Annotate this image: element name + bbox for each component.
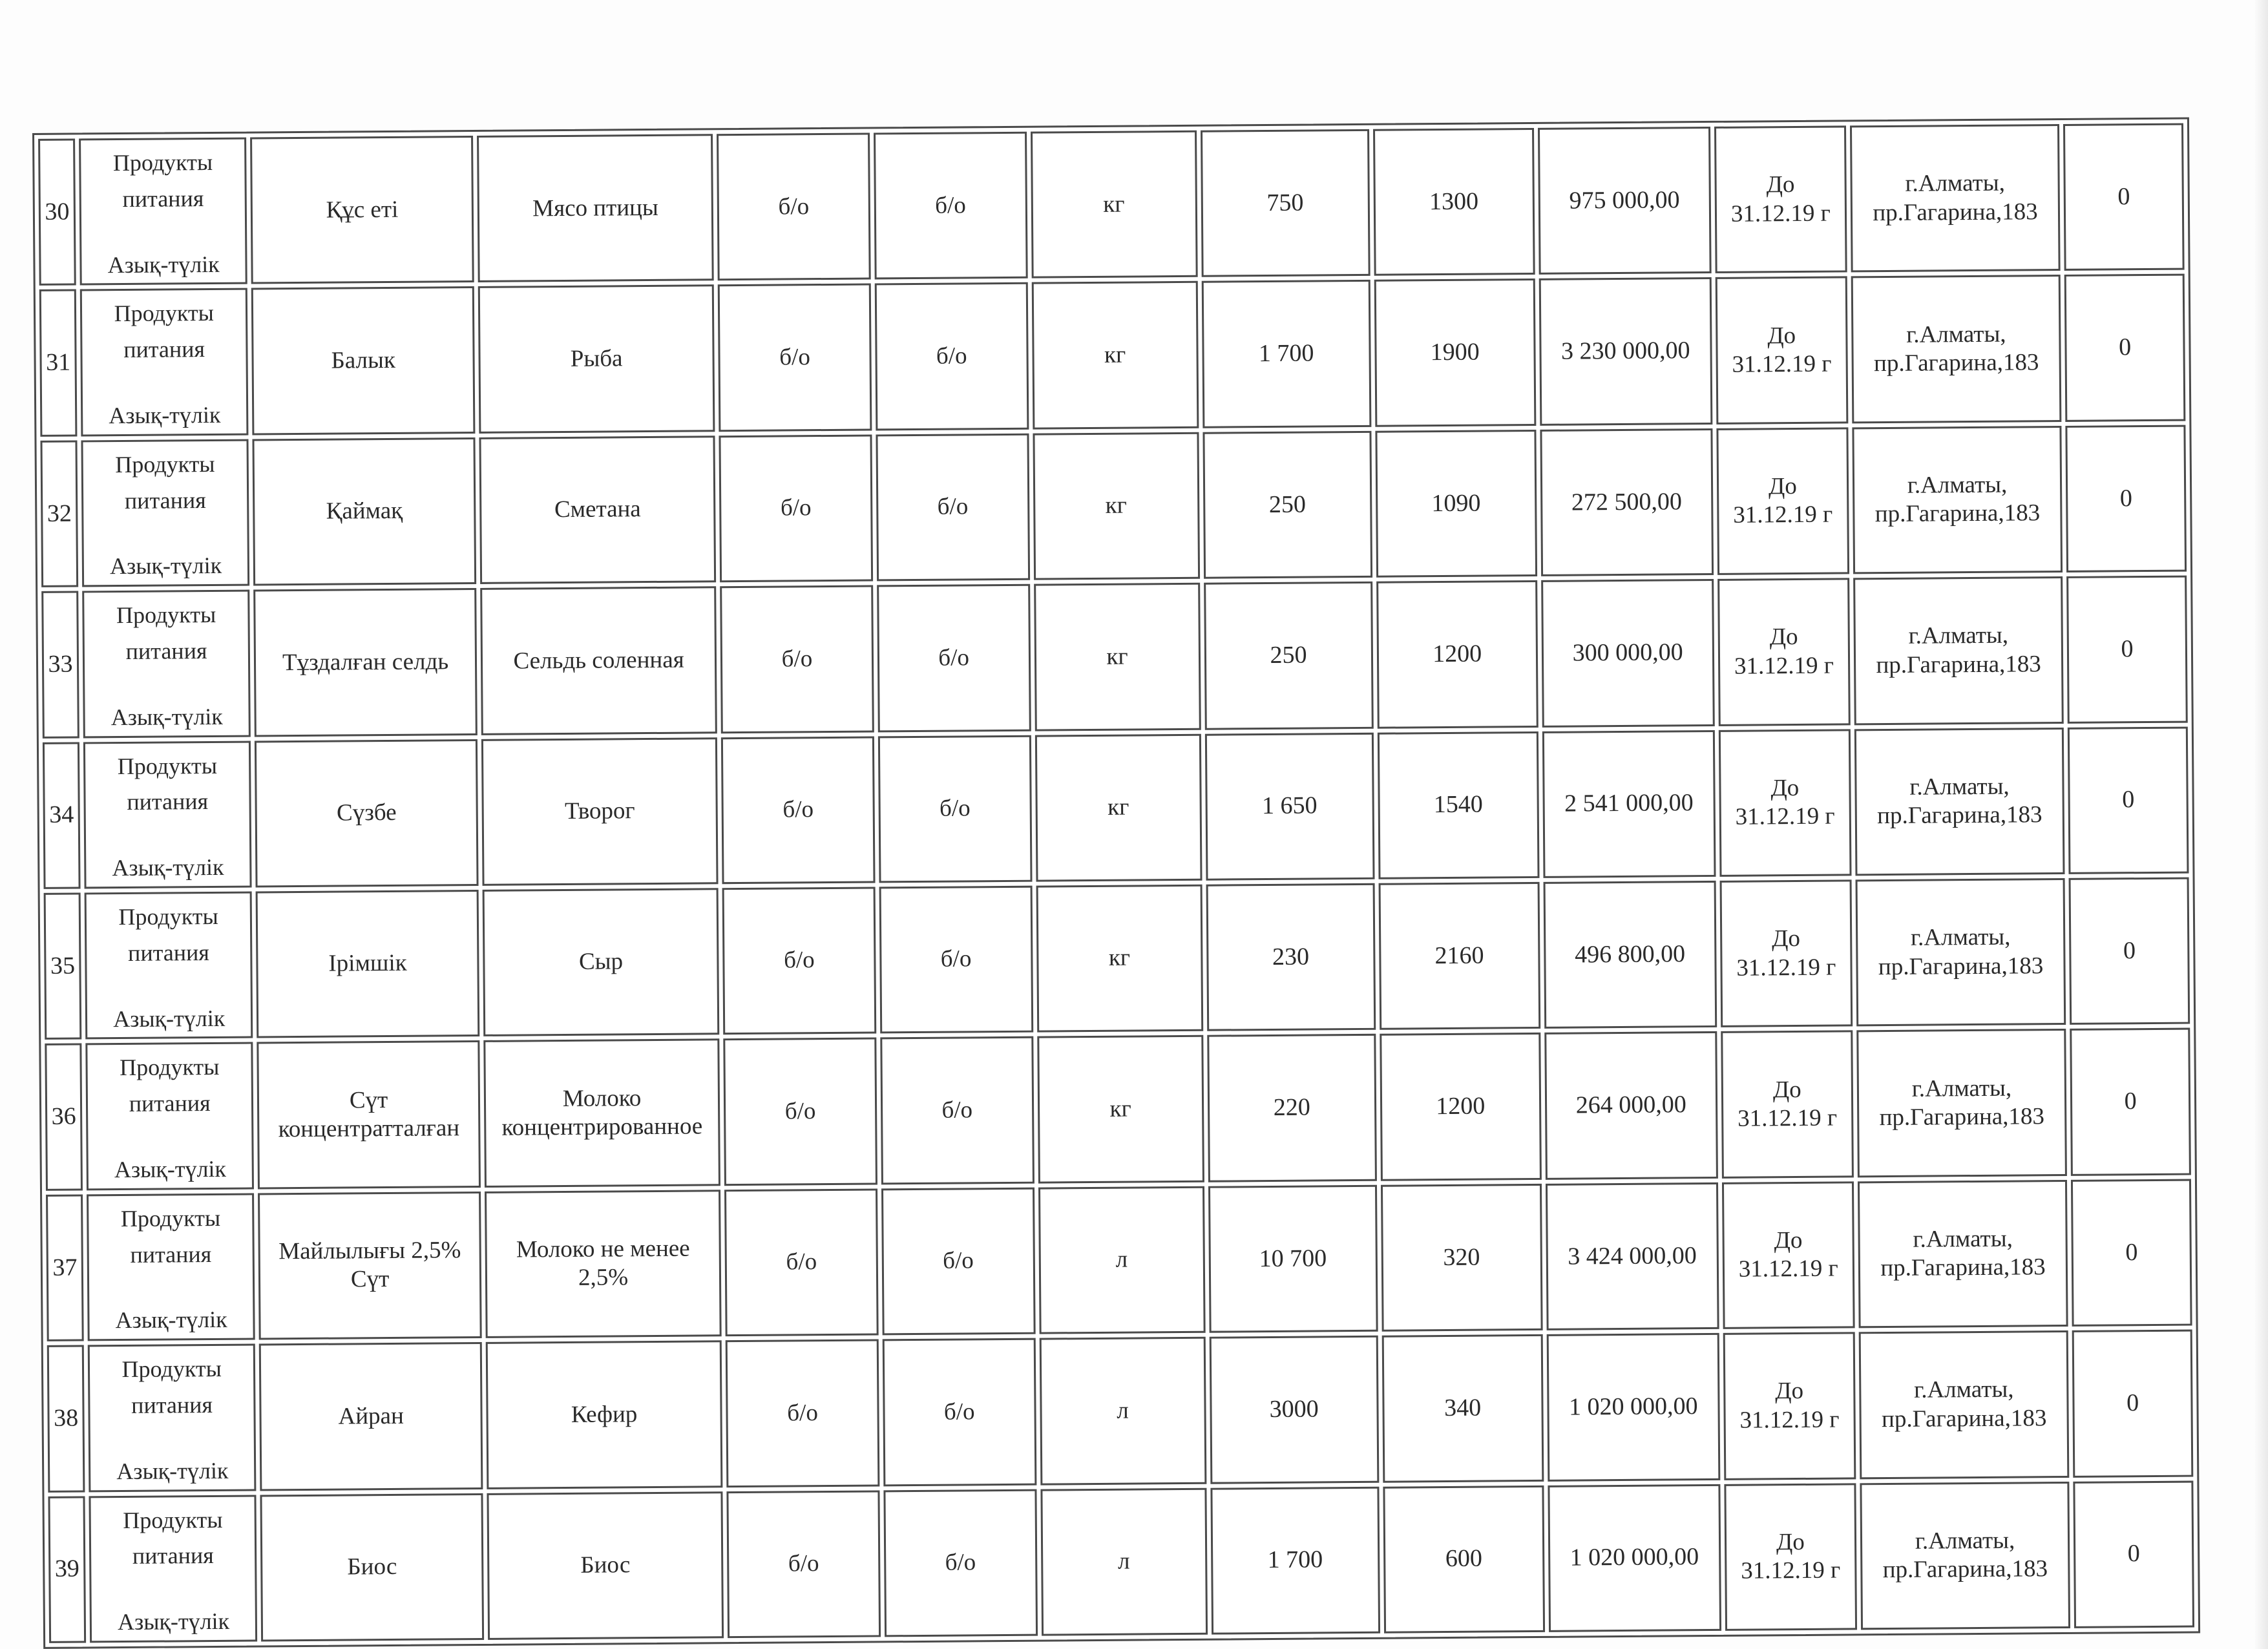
name-kz-cell: Айран bbox=[259, 1342, 483, 1491]
date-line-2: 31.12.19 г bbox=[1730, 200, 1831, 227]
name-ru-cell: Биос bbox=[487, 1491, 724, 1640]
price-cell: 1090 bbox=[1375, 430, 1537, 578]
price-cell: 1900 bbox=[1374, 278, 1536, 426]
row-number-cell: 31 bbox=[39, 289, 78, 437]
category-line-1: Продукты bbox=[112, 149, 213, 176]
row-number-cell: 38 bbox=[47, 1345, 85, 1493]
category-line-1: Продукты bbox=[114, 300, 214, 327]
price-cell: 1200 bbox=[1380, 1033, 1542, 1181]
sum-cell: 272 500,00 bbox=[1540, 428, 1714, 576]
advance-cell: 0 bbox=[2072, 1330, 2193, 1478]
name-ru-cell: Сельдь соленная bbox=[480, 586, 717, 735]
brand-cell: б/о bbox=[724, 1188, 878, 1336]
category-line-1: Продукты bbox=[117, 752, 218, 779]
brand-cell: б/о bbox=[719, 434, 873, 582]
unit-cell: кг bbox=[1034, 583, 1201, 731]
category-line-1: Продукты bbox=[121, 1356, 222, 1383]
price-cell: 1540 bbox=[1378, 731, 1540, 879]
category-line-3: Азық-түлік bbox=[116, 1457, 229, 1484]
unit-cell: кг bbox=[1031, 131, 1198, 278]
date-line-2: 31.12.19 г bbox=[1739, 1406, 1840, 1434]
category-line-3: Азық-түлік bbox=[107, 251, 220, 278]
model-cell: б/о bbox=[879, 886, 1033, 1034]
model-cell: б/о bbox=[876, 433, 1029, 581]
table-body bbox=[38, 123, 2194, 1643]
table-row bbox=[47, 1330, 2194, 1493]
date-line-2: 31.12.19 г bbox=[1741, 1557, 1841, 1584]
table-row bbox=[46, 1179, 2192, 1341]
name-ru-cell: Сыр bbox=[483, 888, 720, 1036]
advance-cell: 0 bbox=[2063, 123, 2184, 271]
address-line-1: г.Алматы, bbox=[1915, 1527, 2015, 1555]
address-cell bbox=[1860, 1481, 2070, 1630]
table-row bbox=[44, 877, 2190, 1040]
model-cell: б/о bbox=[878, 735, 1032, 883]
category-line-3: Азық-түлік bbox=[109, 401, 221, 429]
unit-cell: кг bbox=[1031, 281, 1199, 429]
category-line-3: Азық-түлік bbox=[114, 1155, 227, 1183]
unit-cell: кг bbox=[1036, 885, 1203, 1033]
category-cell bbox=[85, 891, 253, 1039]
brand-cell: б/о bbox=[723, 1038, 877, 1186]
unit-cell: л bbox=[1038, 1186, 1206, 1334]
category-line-3: Азық-түлік bbox=[117, 1608, 230, 1635]
date-cell bbox=[1721, 1031, 1854, 1179]
category-line-3: Азық-түлік bbox=[115, 1307, 227, 1334]
address-line-2: пр.Гагарина,183 bbox=[1877, 801, 2042, 830]
table-row bbox=[48, 1480, 2194, 1643]
date-line-2: 31.12.19 г bbox=[1732, 350, 1832, 378]
unit-cell: кг bbox=[1033, 432, 1200, 580]
address-cell bbox=[1859, 1330, 2070, 1479]
name-kz-cell: Сүт концентратталған bbox=[257, 1040, 481, 1189]
category-line-3: Азық-түлік bbox=[113, 1005, 226, 1032]
address-line-1: г.Алматы, bbox=[1910, 923, 2011, 951]
category-line-2: питания bbox=[124, 487, 206, 514]
date-line-1: До bbox=[1766, 171, 1795, 198]
brand-cell: б/о bbox=[718, 284, 872, 432]
quantity-cell: 250 bbox=[1202, 431, 1372, 579]
date-line-1: До bbox=[1772, 925, 1801, 952]
date-line-2: 31.12.19 г bbox=[1737, 1104, 1838, 1132]
category-line-2: питания bbox=[127, 939, 210, 966]
address-line-2: пр.Гагарина,183 bbox=[1882, 1555, 2048, 1584]
table-row bbox=[39, 274, 2186, 437]
category-cell bbox=[88, 1344, 257, 1492]
category-cell bbox=[87, 1193, 255, 1341]
name-kz-cell: Қаймақ bbox=[253, 437, 476, 586]
sum-cell: 264 000,00 bbox=[1544, 1031, 1718, 1179]
date-cell bbox=[1722, 1181, 1855, 1329]
category-line-3: Азық-түлік bbox=[110, 703, 223, 730]
category-cell bbox=[80, 288, 249, 436]
address-cell bbox=[1855, 878, 2066, 1027]
address-line-2: пр.Гагарина,183 bbox=[1876, 651, 2041, 678]
quantity-cell: 250 bbox=[1204, 582, 1374, 730]
category-line-1: Продукты bbox=[123, 1506, 223, 1533]
address-line-1: г.Алматы, bbox=[1905, 169, 2006, 198]
brand-cell: б/о bbox=[722, 887, 876, 1035]
address-cell bbox=[1853, 576, 2064, 725]
sum-cell: 2 541 000,00 bbox=[1542, 730, 1716, 878]
name-kz-cell: Балык bbox=[251, 286, 475, 435]
category-line-2: питания bbox=[127, 788, 209, 815]
quantity-cell: 1 650 bbox=[1204, 732, 1374, 880]
date-cell bbox=[1714, 125, 1847, 273]
category-line-1: Продукты bbox=[118, 903, 218, 930]
table-row bbox=[38, 123, 2185, 286]
brand-cell: б/о bbox=[720, 585, 874, 733]
sum-cell: 496 800,00 bbox=[1543, 881, 1717, 1029]
row-number-cell: 34 bbox=[43, 742, 81, 889]
address-line-1: г.Алматы, bbox=[1906, 320, 2006, 348]
address-line-1: г.Алматы, bbox=[1909, 773, 2010, 801]
row-number-cell: 36 bbox=[45, 1044, 83, 1191]
category-line-2: питания bbox=[129, 1090, 211, 1117]
date-line-2: 31.12.19 г bbox=[1734, 652, 1834, 680]
address-line-1: г.Алматы, bbox=[1914, 1376, 2014, 1404]
date-cell bbox=[1719, 879, 1853, 1027]
model-cell: б/о bbox=[883, 1338, 1036, 1486]
category-line-3: Азық-түлік bbox=[109, 552, 222, 580]
name-ru-cell: Молоко концентрированное bbox=[483, 1039, 720, 1188]
table-row bbox=[43, 726, 2189, 889]
category-cell bbox=[82, 590, 251, 738]
name-kz-cell: Тұздалған селдь bbox=[253, 588, 477, 737]
model-cell: б/о bbox=[883, 1489, 1037, 1637]
address-cell bbox=[1856, 1029, 2067, 1177]
name-kz-cell: Ірімшік bbox=[256, 890, 479, 1038]
advance-cell: 0 bbox=[2064, 274, 2185, 422]
date-line-1: До bbox=[1774, 1226, 1803, 1254]
sum-cell: 300 000,00 bbox=[1541, 579, 1715, 727]
address-line-2: пр.Гагарина,183 bbox=[1873, 198, 2038, 226]
quantity-cell: 220 bbox=[1207, 1034, 1377, 1182]
name-ru-cell: Кефир bbox=[486, 1340, 723, 1489]
brand-cell: б/о bbox=[726, 1339, 879, 1487]
name-kz-cell: Биос bbox=[260, 1493, 484, 1641]
quantity-cell: 750 bbox=[1201, 129, 1370, 277]
category-line-3: Азық-түлік bbox=[112, 854, 224, 881]
category-line-2: питания bbox=[131, 1391, 213, 1418]
address-line-1: г.Алматы, bbox=[1907, 471, 2008, 499]
row-number-cell: 37 bbox=[46, 1194, 84, 1341]
name-kz-cell: Сүзбе bbox=[255, 739, 478, 888]
row-number-cell: 32 bbox=[40, 440, 78, 587]
address-cell bbox=[1851, 275, 2062, 423]
address-line-2: пр.Гагарина,183 bbox=[1878, 952, 2044, 980]
date-line-1: До bbox=[1776, 1528, 1805, 1556]
address-line-2: пр.Гагарина,183 bbox=[1874, 499, 2041, 528]
address-line-2: пр.Гагарина,183 bbox=[1880, 1254, 2046, 1282]
address-cell bbox=[1850, 124, 2061, 273]
category-cell bbox=[79, 138, 247, 286]
date-line-1: До bbox=[1769, 624, 1798, 651]
address-line-2: пр.Гагарина,183 bbox=[1879, 1103, 2045, 1131]
procurement-table bbox=[32, 118, 2200, 1649]
category-line-2: питания bbox=[132, 1542, 214, 1570]
address-cell bbox=[1854, 728, 2065, 876]
quantity-cell: 1 700 bbox=[1201, 280, 1371, 428]
date-line-1: До bbox=[1770, 774, 1800, 802]
address-line-1: г.Алматы, bbox=[1911, 1075, 2012, 1102]
date-line-1: До bbox=[1767, 322, 1796, 350]
unit-cell: кг bbox=[1034, 733, 1202, 881]
date-cell bbox=[1717, 578, 1851, 726]
sum-cell: 1 020 000,00 bbox=[1548, 1484, 1721, 1632]
date-cell bbox=[1724, 1483, 1857, 1631]
row-number-cell: 39 bbox=[48, 1496, 86, 1643]
sum-cell: 3 424 000,00 bbox=[1546, 1182, 1719, 1330]
name-ru-cell: Рыба bbox=[478, 285, 715, 434]
advance-cell: 0 bbox=[2074, 1480, 2194, 1628]
quantity-cell: 1 700 bbox=[1210, 1486, 1380, 1634]
category-line-1: Продукты bbox=[120, 1204, 221, 1232]
name-ru-cell: Сметана bbox=[479, 436, 716, 584]
row-number-cell: 35 bbox=[44, 892, 82, 1040]
model-cell: б/о bbox=[880, 1036, 1034, 1184]
table-row bbox=[41, 576, 2188, 739]
category-cell bbox=[85, 1042, 254, 1190]
name-kz-cell: Құс еті bbox=[250, 136, 474, 284]
category-line-2: питания bbox=[130, 1241, 212, 1268]
name-kz-cell: Майлылығы 2,5% Сүт bbox=[258, 1192, 481, 1340]
price-cell: 320 bbox=[1381, 1184, 1543, 1332]
advance-cell: 0 bbox=[2069, 877, 2190, 1025]
advance-cell: 0 bbox=[2068, 726, 2189, 874]
unit-cell: л bbox=[1040, 1487, 1208, 1635]
brand-cell: б/о bbox=[727, 1490, 881, 1638]
address-line-1: г.Алматы, bbox=[1908, 622, 2009, 650]
price-cell: 1300 bbox=[1373, 128, 1535, 276]
brand-cell: б/о bbox=[717, 133, 870, 281]
sum-cell: 3 230 000,00 bbox=[1538, 277, 1712, 425]
price-cell: 340 bbox=[1381, 1334, 1544, 1482]
category-line-1: Продукты bbox=[116, 602, 216, 629]
name-ru-cell: Молоко не менее 2,5% bbox=[485, 1190, 722, 1338]
address-line-1: г.Алматы, bbox=[1913, 1225, 2013, 1253]
address-cell bbox=[1852, 426, 2063, 574]
category-line-1: Продукты bbox=[115, 450, 215, 478]
advance-cell: 0 bbox=[2066, 576, 2187, 724]
unit-cell: л bbox=[1039, 1337, 1206, 1485]
category-cell bbox=[89, 1495, 258, 1643]
advance-cell: 0 bbox=[2066, 425, 2187, 572]
category-line-2: питания bbox=[123, 336, 205, 363]
name-ru-cell: Мясо птицы bbox=[477, 134, 714, 282]
date-line-2: 31.12.19 г bbox=[1738, 1255, 1838, 1283]
address-cell bbox=[1858, 1180, 2068, 1329]
row-number-cell: 33 bbox=[41, 591, 79, 739]
price-cell: 1200 bbox=[1376, 580, 1538, 728]
table-row bbox=[45, 1028, 2191, 1191]
address-line-2: пр.Гагарина,183 bbox=[1873, 349, 2039, 377]
category-line-1: Продукты bbox=[120, 1054, 220, 1081]
quantity-cell: 230 bbox=[1206, 883, 1376, 1031]
advance-cell: 0 bbox=[2071, 1179, 2192, 1327]
category-cell bbox=[83, 740, 252, 888]
category-line-2: питания bbox=[122, 185, 204, 212]
sum-cell: 1 020 000,00 bbox=[1546, 1333, 1720, 1481]
category-cell bbox=[81, 439, 250, 587]
unit-cell: кг bbox=[1037, 1035, 1204, 1183]
date-line-2: 31.12.19 г bbox=[1733, 501, 1833, 529]
sum-cell: 975 000,00 bbox=[1538, 127, 1712, 275]
name-ru-cell: Творог bbox=[481, 737, 719, 886]
date-line-2: 31.12.19 г bbox=[1736, 954, 1836, 982]
address-line-2: пр.Гагарина,183 bbox=[1881, 1405, 2047, 1433]
scan-edge-shadow bbox=[2255, 0, 2268, 1649]
brand-cell: б/о bbox=[721, 736, 875, 884]
model-cell: б/о bbox=[877, 584, 1031, 732]
category-line-2: питания bbox=[125, 638, 207, 664]
date-line-1: До bbox=[1775, 1378, 1804, 1405]
table-row bbox=[40, 425, 2187, 587]
model-cell: б/о bbox=[881, 1187, 1035, 1335]
quantity-cell: 10 700 bbox=[1208, 1185, 1378, 1333]
advance-cell: 0 bbox=[2070, 1028, 2191, 1176]
price-cell: 600 bbox=[1383, 1485, 1545, 1633]
model-cell: б/о bbox=[874, 132, 1027, 280]
date-cell bbox=[1719, 729, 1852, 877]
date-line-2: 31.12.19 г bbox=[1735, 803, 1835, 830]
date-line-1: До bbox=[1772, 1076, 1801, 1103]
model-cell: б/о bbox=[875, 282, 1029, 430]
date-cell bbox=[1716, 427, 1849, 575]
date-cell bbox=[1723, 1332, 1856, 1480]
price-cell: 2160 bbox=[1378, 882, 1540, 1030]
date-cell bbox=[1716, 277, 1849, 425]
row-number-cell: 30 bbox=[38, 139, 76, 286]
date-line-1: До bbox=[1768, 473, 1797, 500]
quantity-cell: 3000 bbox=[1209, 1336, 1379, 1484]
